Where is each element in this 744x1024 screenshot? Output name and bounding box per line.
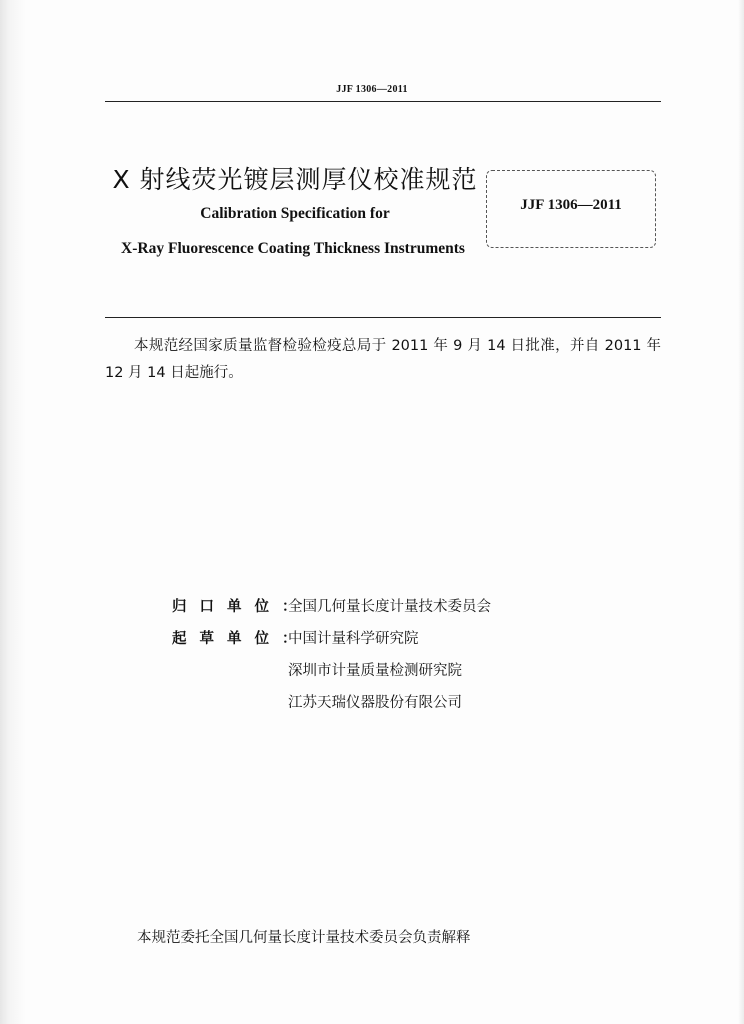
drafting-unit-value-3: 江苏天瑞仪器股份有限公司 (288, 695, 462, 711)
drafting-unit-label: 起草单位： (172, 631, 310, 647)
responsible-unit-label: 归口单位： (172, 599, 310, 615)
interpretation-note: 本规范委托全国几何量长度计量技术委员会负责解释 (137, 930, 471, 946)
drafting-unit-row-3 (172, 687, 632, 719)
drafting-unit-row (172, 623, 632, 655)
drafting-unit-label-spacer-2 (172, 687, 288, 719)
title-chinese: X 射线荧光镀层测厚仪校准规范 (112, 165, 478, 194)
drafting-unit-label-spacer (172, 655, 288, 687)
title-english-line-2: X-Ray Fluorescence Coating Thickness Instruments (121, 240, 465, 257)
approval-statement: 本规范经国家质量监督检验检疫总局于 2011 年 9 月 14 日批准，并自 2011 年 12 月 14 日起施行。 (105, 338, 661, 381)
page-edge-shadow-left (0, 0, 26, 1024)
drafting-unit-value-2: 深圳市计量质量检测研究院 (288, 663, 462, 679)
drafting-unit-row-2 (172, 655, 632, 687)
running-header-code: JJF 1306—2011 (336, 84, 408, 95)
organizations-block (172, 591, 632, 719)
header-rule (105, 101, 661, 102)
title-divider-rule (105, 317, 661, 318)
standard-code-box-text: JJF 1306—2011 (520, 197, 622, 213)
page-edge-shadow-right (738, 0, 744, 1024)
responsible-unit-value: 全国几何量长度计量技术委员会 (288, 599, 491, 615)
drafting-unit-value-1: 中国计量科学研究院 (288, 631, 419, 647)
responsible-unit-row (172, 591, 632, 623)
standard-code-box (486, 170, 656, 248)
title-english-line-1: Calibration Specification for (200, 205, 390, 222)
